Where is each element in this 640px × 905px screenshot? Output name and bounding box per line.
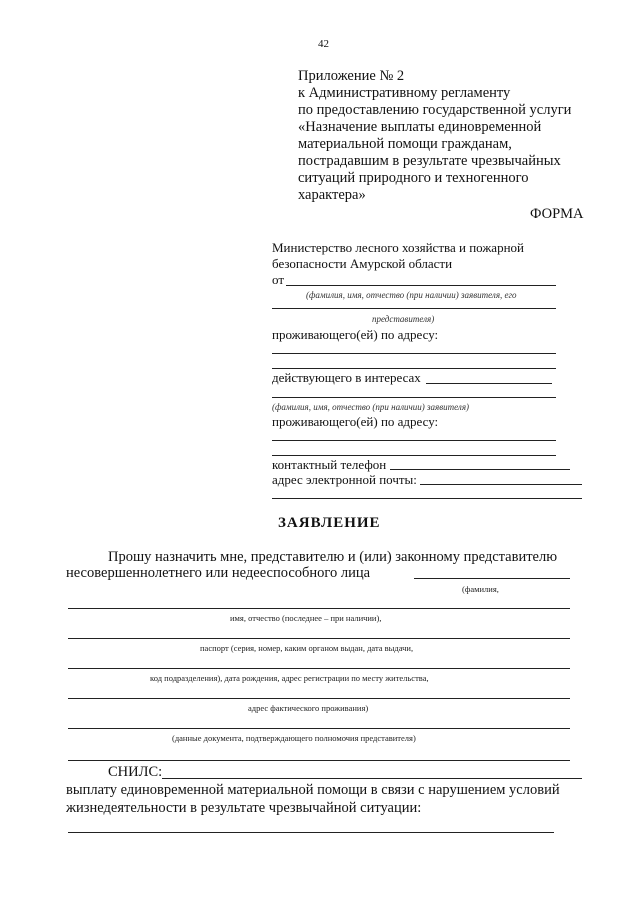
from-field-line-2 bbox=[272, 308, 556, 309]
statement-title: ЗАЯВЛЕНИЕ bbox=[278, 515, 381, 531]
appendix-line: пострадавшим в результате чрезвычайных bbox=[298, 153, 561, 169]
address-field-line bbox=[272, 440, 556, 441]
from-caption: представителя) bbox=[372, 314, 435, 324]
phone-label: контактный телефон bbox=[272, 457, 387, 472]
from-caption: (фамилия, имя, отчество (при наличии) заявителя, его bbox=[306, 290, 517, 300]
field-caption: паспорт (серия, номер, каким органом выдан, дата выдачи, bbox=[200, 643, 414, 653]
from-field-line bbox=[286, 285, 556, 286]
phone-field-line bbox=[390, 469, 570, 470]
appendix-line: ситуаций природного и техногенного bbox=[298, 170, 529, 186]
appendix-line: к Административному регламенту bbox=[298, 85, 511, 101]
field-caption: код подразделения), дата рождения, адрес регистрации по месту жительства, bbox=[150, 673, 429, 683]
payment-line: выплату единовременной материальной помощи в связи с нарушением условий bbox=[66, 782, 560, 798]
email-field-line bbox=[420, 484, 582, 485]
birth-field-line bbox=[68, 668, 570, 669]
acting-field-line-2 bbox=[272, 397, 556, 398]
field-caption: имя, отчество (последнее – при наличии), bbox=[230, 613, 382, 623]
address-field-line bbox=[272, 368, 556, 369]
acting-field-line bbox=[426, 383, 552, 384]
person-field-line bbox=[68, 608, 570, 609]
residing-label-2: проживающего(ей) по адресу: bbox=[272, 414, 439, 429]
addressee-line: безопасности Амурской области bbox=[272, 256, 453, 271]
acting-label: действующего в интересах bbox=[272, 370, 421, 385]
rep-doc-field-line bbox=[68, 728, 570, 729]
actual-address-field-line bbox=[68, 698, 570, 699]
from-label: от bbox=[272, 272, 285, 287]
appendix-title: Приложение № 2 bbox=[298, 68, 405, 84]
address-field-line bbox=[272, 353, 556, 354]
request-line: Прошу назначить мне, представителю и (или) законному представителю bbox=[108, 549, 558, 565]
appendix-line: материальной помощи гражданам, bbox=[298, 136, 512, 152]
snils-label: СНИЛС: bbox=[108, 764, 163, 780]
rep-doc-field-line-2 bbox=[68, 760, 570, 761]
field-caption: (фамилия, bbox=[462, 584, 499, 594]
residing-label: проживающего(ей) по адресу: bbox=[272, 327, 439, 342]
appendix-line: по предоставлению государственной услуги bbox=[298, 102, 572, 118]
email-field-line-2 bbox=[272, 498, 582, 499]
person-field-line bbox=[414, 578, 570, 579]
appendix-line: «Назначение выплаты единовременной bbox=[298, 119, 542, 135]
request-line: несовершеннолетнего или недееспособного лица bbox=[66, 565, 371, 581]
passport-field-line bbox=[68, 638, 570, 639]
addressee-line: Министерство лесного хозяйства и пожарной bbox=[272, 240, 524, 255]
appendix-line: характера» bbox=[298, 187, 366, 203]
acting-caption: (фамилия, имя, отчество (при наличии) заявителя) bbox=[272, 402, 470, 412]
field-caption: (данные документа, подтверждающего полномочия представителя) bbox=[172, 733, 416, 743]
payment-line: жизнедеятельности в результате чрезвычайной ситуации: bbox=[66, 800, 422, 816]
email-label: адрес электронной почты: bbox=[272, 472, 417, 487]
snils-field-line bbox=[162, 778, 582, 779]
field-caption: адрес фактического проживания) bbox=[248, 703, 369, 713]
address-field-line bbox=[272, 455, 556, 456]
form-label: ФОРМА bbox=[530, 206, 584, 222]
reason-field-line bbox=[68, 832, 554, 833]
page-number: 42 bbox=[318, 38, 329, 50]
